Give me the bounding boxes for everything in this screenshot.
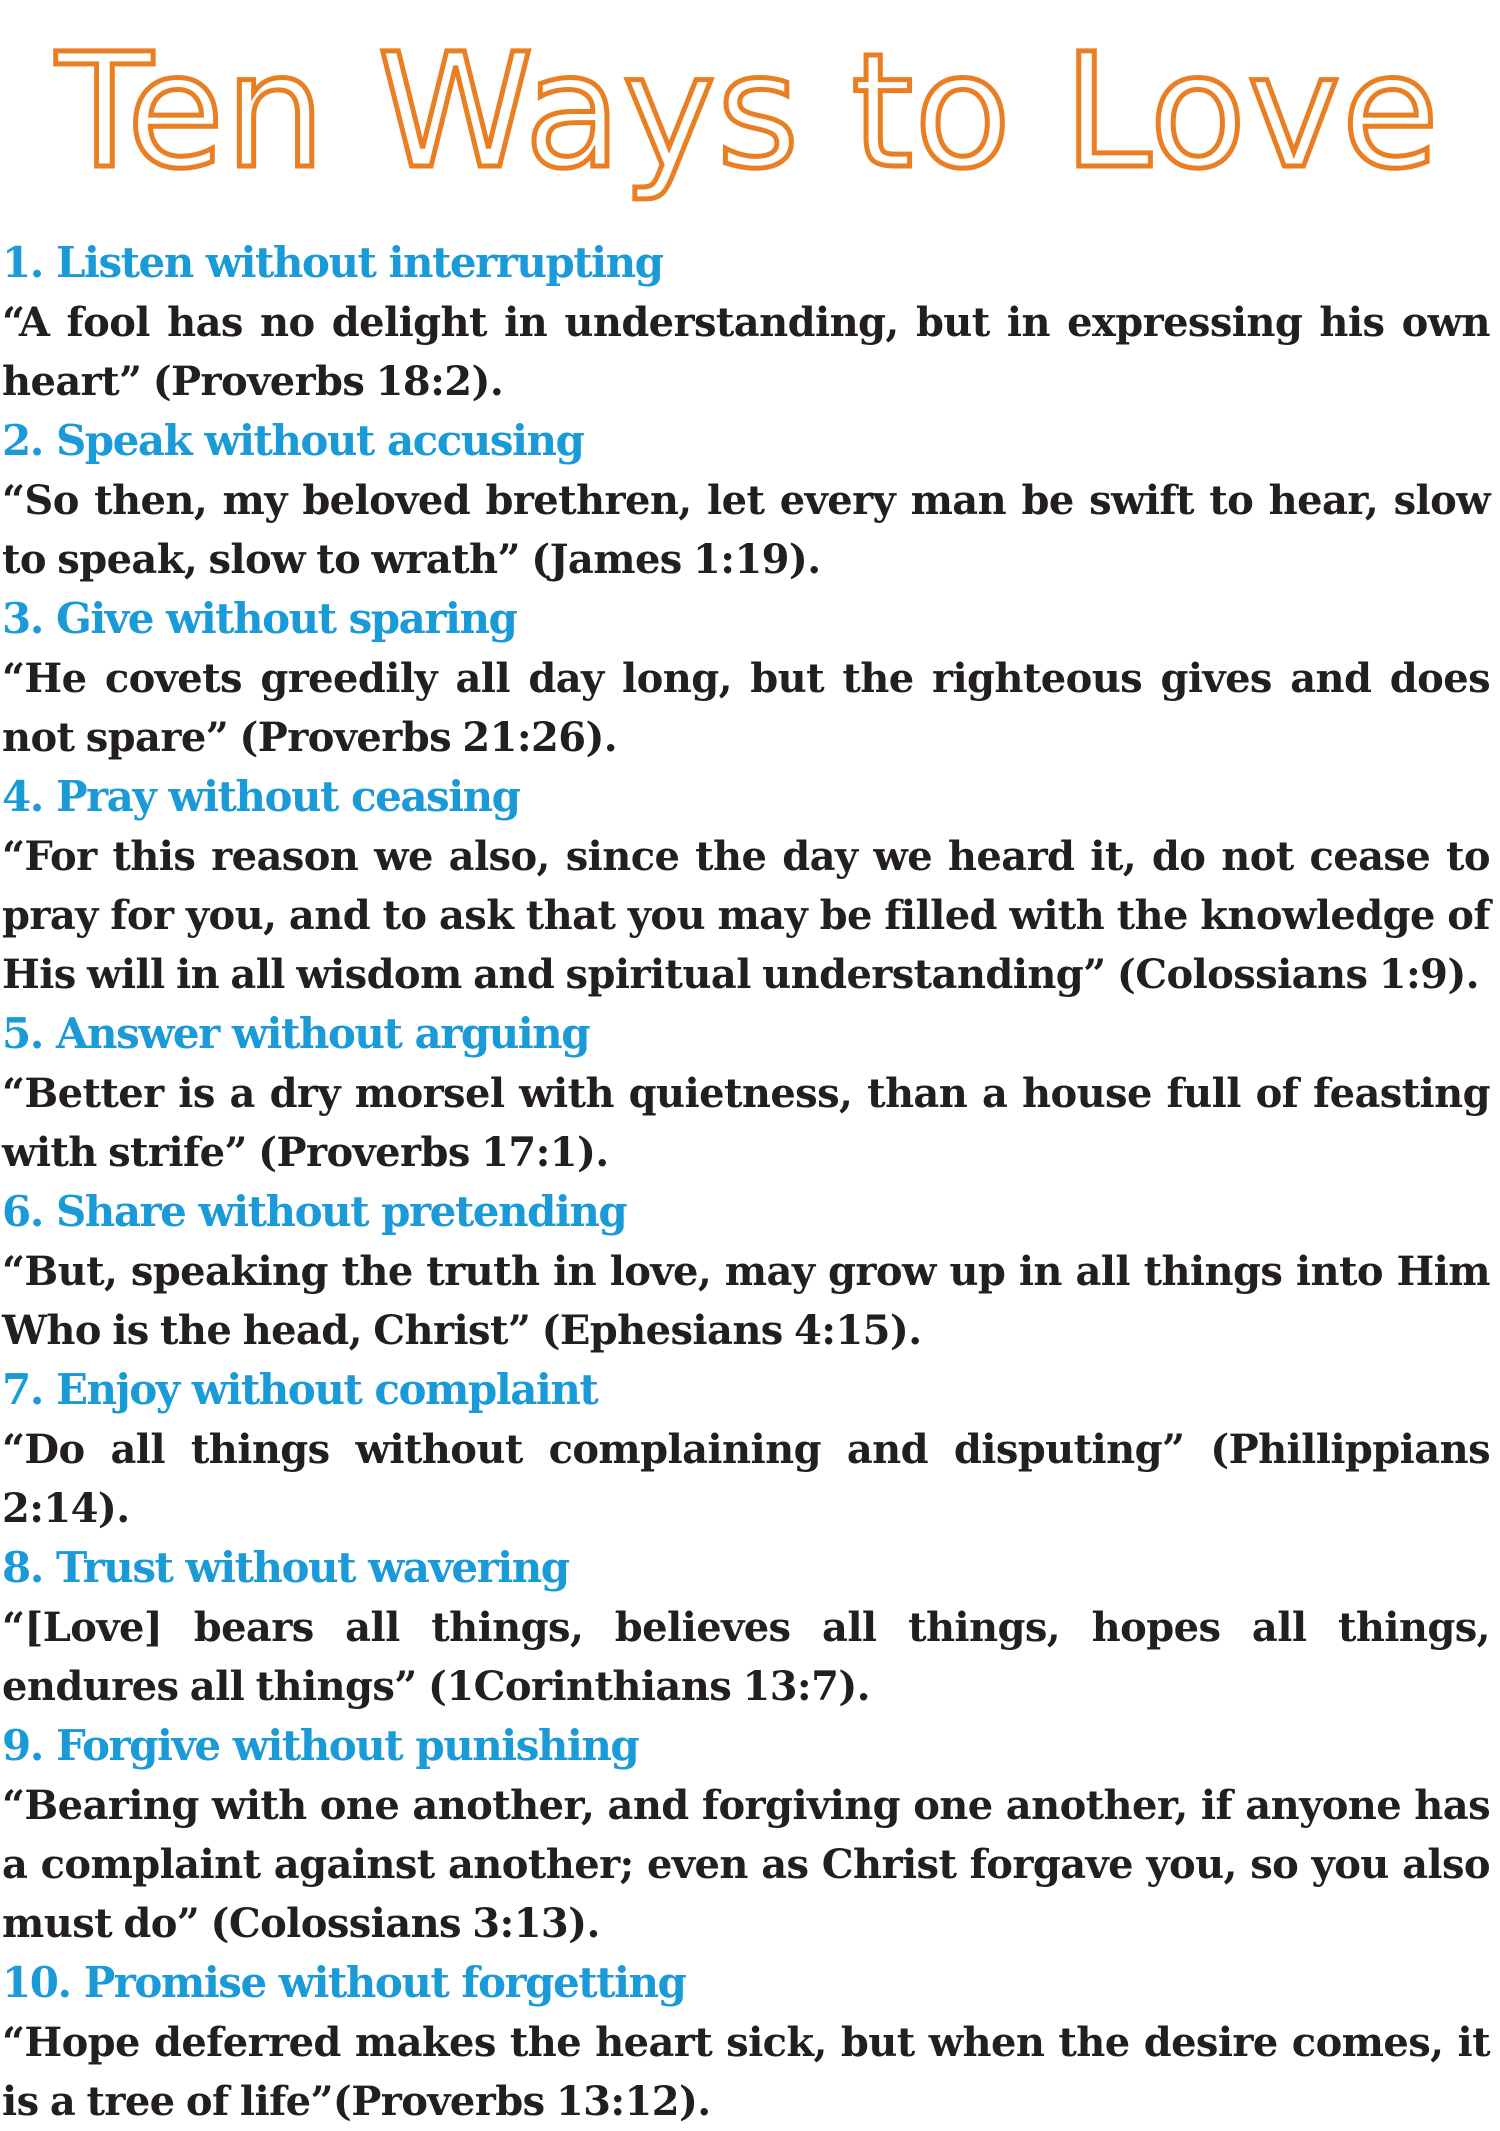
page-title: Ten Ways to Love xyxy=(56,20,1440,204)
item-verse: “He covets greedily all day long, but the righteous gives and does not spare” (Proverbs 21:26). xyxy=(2,655,1490,761)
item-heading: 1. Listen without interrupting xyxy=(2,238,663,287)
item-heading: 10. Promise without forgetting xyxy=(2,1958,686,2007)
list-item xyxy=(2,1953,1490,2131)
item-heading: 9. Forgive without punishing xyxy=(2,1721,639,1770)
item-heading: 2. Speak without accusing xyxy=(2,416,584,465)
list-item xyxy=(2,1716,1490,1953)
item-verse: “[Love] bears all things, believes all things, hopes all things, endures all things” (1Corinthians 13:7). xyxy=(2,1604,1490,1710)
list-item xyxy=(2,589,1490,767)
item-verse: “Hope deferred makes the heart sick, but when the desire comes, it is a tree of life”(Proverbs 13:12). xyxy=(2,2019,1490,2125)
list-item xyxy=(2,233,1490,411)
list-item xyxy=(2,1182,1490,1360)
list-item xyxy=(2,1360,1490,1538)
item-verse: “For this reason we also, since the day we heard it, do not cease to pray for you, and to ask that you may be filled with the knowledge of His will in all wisdom and spiritual understanding” (Colossians 1:9). xyxy=(2,833,1490,998)
item-heading: 4. Pray without ceasing xyxy=(2,772,520,821)
item-heading: 6. Share without pretending xyxy=(2,1187,627,1236)
item-verse: “Better is a dry morsel with quietness, than a house full of feasting with strife” (Proverbs 17:1). xyxy=(2,1070,1490,1176)
list-item xyxy=(2,1004,1490,1182)
ways-list xyxy=(2,233,1490,2131)
item-verse: “But, speaking the truth in love, may grow up in all things into Him Who is the head, Christ” (Ephesians 4:15). xyxy=(2,1248,1490,1354)
item-heading: 3. Give without sparing xyxy=(2,594,517,643)
item-verse: “A fool has no delight in understanding, but in expressing his own heart” (Proverbs 18:2). xyxy=(2,299,1490,405)
item-heading: 7. Enjoy without complaint xyxy=(2,1365,598,1414)
item-verse: “Bearing with one another, and forgiving one another, if anyone has a complaint against another; even as Christ forgave you, so you also must do” (Colossians 3:13). xyxy=(2,1782,1490,1947)
list-item xyxy=(2,1538,1490,1716)
item-heading: 8. Trust without wavering xyxy=(2,1543,569,1592)
list-item xyxy=(2,767,1490,1004)
item-verse: “Do all things without complaining and disputing” (Phillippians 2:14). xyxy=(2,1426,1490,1532)
item-heading: 5. Answer without arguing xyxy=(2,1009,590,1058)
list-item xyxy=(2,411,1490,589)
item-verse: “So then, my beloved brethren, let every man be swift to hear, slow to speak, slow to wrath” (James 1:19). xyxy=(2,477,1490,583)
